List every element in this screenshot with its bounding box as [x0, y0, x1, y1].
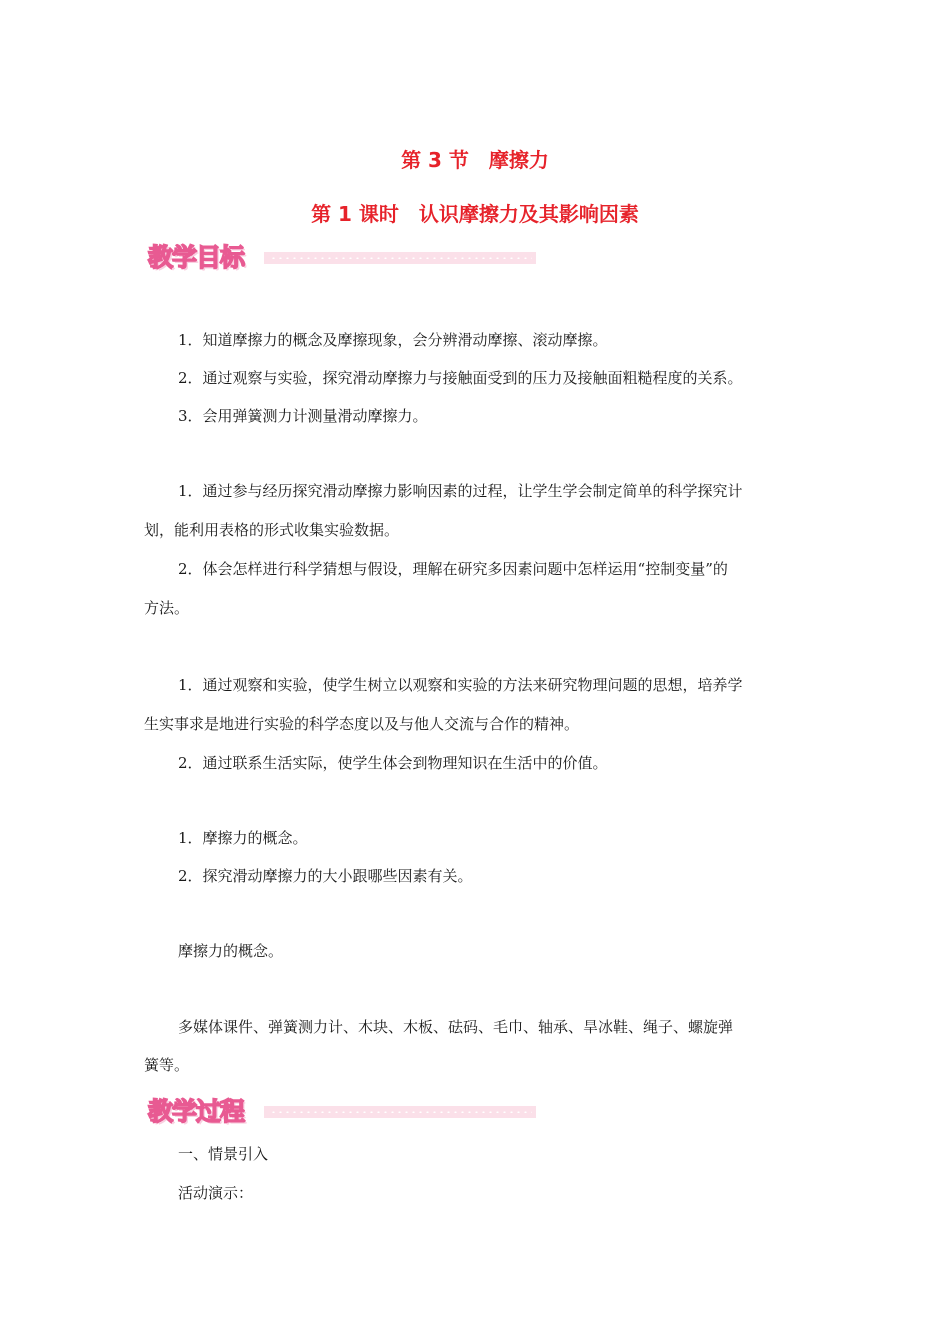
objectives-banner — [146, 238, 538, 272]
banner-dots — [270, 257, 532, 259]
paragraph: 1．摩擦力的概念。 — [178, 829, 308, 847]
paragraph: 2．体会怎样进行科学猜想与假设，理解在研究多因素问题中怎样运用“控制变量”的 — [178, 560, 728, 578]
process-banner — [146, 1092, 538, 1126]
paragraph: 2．探究滑动摩擦力的大小跟哪些因素有关。 — [178, 867, 473, 885]
paragraph: 2．通过观察与实验，探究滑动摩擦力与接触面受到的压力及接触面粗糙程度的关系。 — [178, 369, 743, 387]
lesson-title: 第 1 课时 认识摩擦力及其影响因素 — [311, 202, 639, 226]
paragraph: 摩擦力的概念。 — [178, 942, 284, 960]
paragraph: 一、情景引入 — [178, 1145, 269, 1163]
paragraph: 活动演示： — [178, 1184, 254, 1202]
paragraph: 多媒体课件、弹簧测力计、木块、木板、砝码、毛巾、轴承、旱冰鞋、绳子、螺旋弹 — [178, 1018, 734, 1036]
paragraph: 方法。 — [144, 599, 190, 617]
paragraph: 2．通过联系生活实际，使学生体会到物理知识在生活中的价值。 — [178, 754, 608, 772]
banner-dots — [270, 1111, 532, 1113]
paragraph: 生实事求是地进行实验的科学态度以及与他人交流与合作的精神。 — [144, 715, 580, 733]
paragraph: 划，能利用表格的形式收集实验数据。 — [144, 521, 400, 539]
paragraph: 1．通过参与经历探究滑动摩擦力影响因素的过程，让学生学会制定简单的科学探究计 — [178, 482, 743, 500]
section-title: 第 3 节 摩擦力 — [401, 148, 549, 172]
paragraph: 1．通过观察和实验，使学生树立以观察和实验的方法来研究物理问题的思想，培养学 — [178, 676, 743, 694]
paragraph: 簧等。 — [144, 1056, 190, 1074]
paragraph: 3．会用弹簧测力计测量滑动摩擦力。 — [178, 407, 428, 425]
paragraph: 1．知道摩擦力的概念及摩擦现象，会分辨滑动摩擦、滚动摩擦。 — [178, 331, 608, 349]
objectives-banner-label: 教学目标 — [148, 243, 245, 272]
process-banner-label: 教学过程 — [148, 1097, 245, 1126]
